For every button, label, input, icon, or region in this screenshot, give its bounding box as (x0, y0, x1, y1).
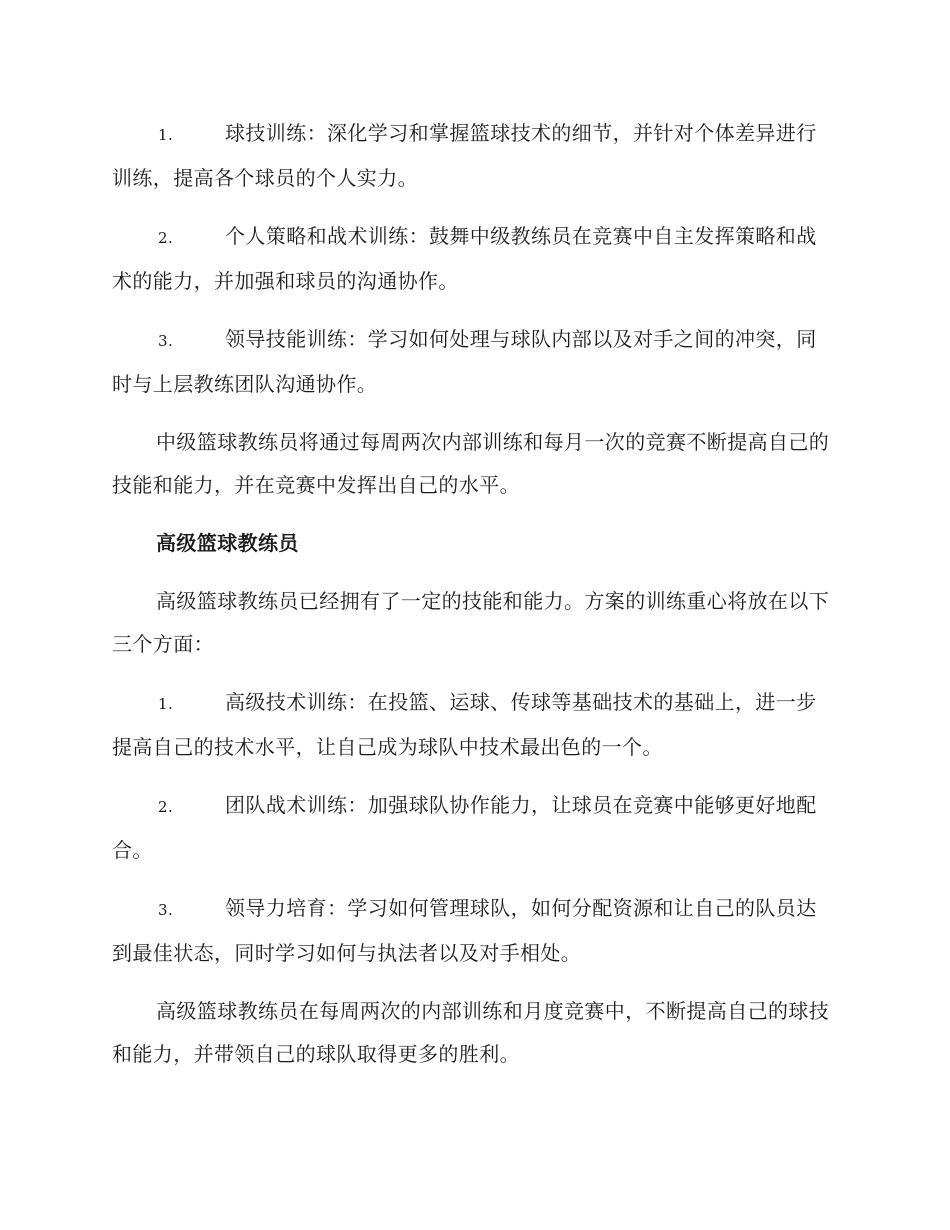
paragraph-senior-summary: 高级篮球教练员在每周两次的内部训练和月度竞赛中，不断提高自己的球技和能力，并带领自己的球队取得更多的胜利。 (112, 999, 830, 1066)
list-item (112, 112, 836, 200)
list-number: 3. (158, 901, 174, 919)
paragraph-mid-summary: 中级篮球教练员将通过每周两次内部训练和每月一次的竞赛不断提高自己的技能和能力，并在竞赛中发挥出自己的水平。 (112, 430, 830, 497)
list-item (112, 887, 836, 975)
list-item (112, 681, 836, 769)
list-item-text: 领导力培育：学习如何管理球队，如何分配资源和让自己的队员达到最佳状态，同时学习如何与执法者以及对手相处。 (112, 896, 817, 965)
list-number: 2. (158, 798, 174, 816)
list-item (112, 215, 836, 303)
list-number: 2. (158, 229, 174, 247)
list-item-text: 团队战术训练：加强球队协作能力，让球员在竞赛中能够更好地配合。 (112, 793, 817, 862)
list-number: 3. (158, 332, 174, 350)
list-item-text: 高级技术训练：在投篮、运球、传球等基础技术的基础上，进一步提高自己的技术水平，让自己成为球队中技术最出色的一个。 (112, 690, 817, 759)
list-item-text: 个人策略和战术训练：鼓舞中级教练员在竞赛中自主发挥策略和战术的能力，并加强和球员的沟通协作。 (112, 224, 817, 293)
list-item (112, 318, 836, 406)
paragraph-senior-intro: 高级篮球教练员已经拥有了一定的技能和能力。方案的训练重心将放在以下三个方面： (112, 589, 830, 656)
document-page (112, 112, 836, 1091)
list-item-text: 球技训练：深化学习和掌握篮球技术的细节，并针对个体差异进行训练，提高各个球员的个人实力。 (112, 121, 817, 190)
list-number: 1. (158, 126, 174, 144)
list-item-text: 领导技能训练：学习如何处理与球队内部以及对手之间的冲突，同时与上层教练团队沟通协作。 (112, 327, 817, 396)
section-heading-senior: 高级篮球教练员 (156, 531, 299, 555)
list-number: 1. (158, 695, 174, 713)
list-item (112, 784, 836, 872)
